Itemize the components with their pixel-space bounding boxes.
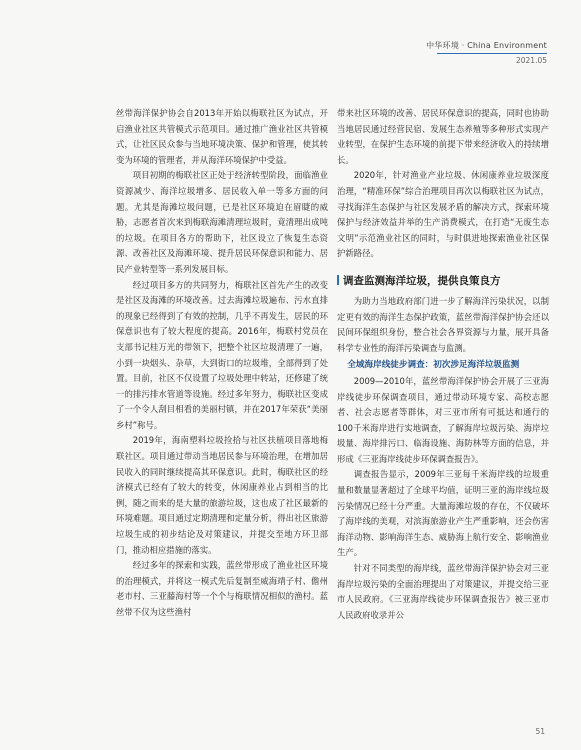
publication-title: 中华环境 · China Environment [426,41,547,50]
page-number: 51 [535,727,545,736]
header-rule [437,53,547,54]
heading-accent-bar [337,275,339,285]
paragraph: 2019年，海南塑料垃圾捡拾与社区扶植项目落地梅联社区。项目通过带动当地居民参与环境治理，在增加居民收入的同时继续提高其环保意识。此时，梅联社区的经济模式已经有了较大的转变，休闲康养业占到相当的比例，随之而来的是大量的旅游垃圾，这也成了社区最新的环境难题。项目通过定期清理和定量分析，得出社区旅游垃圾生成的初步结论及对策建议，并提交至地方环卫部门，推动相应措施的落实。 [116,435,328,555]
section-heading-text: 调查监测海洋垃圾，提供良策良方 [343,274,501,287]
paragraph: 带来社区环境的改善、居民环保意识的提高，同时也协助当地居民通过经营民宿、发展生态养殖等多种形式实现产业转型，在保护生态环境的前提下带来经济收入的持续增长。 [337,108,549,165]
paragraph: 项目初期的梅联社区正处于经济转型阶段，面临渔业资源减少、海洋垃圾增多、居民收入单一等多方面的问题。尤其是海滩垃圾问题，已是社区环境迫在眉睫的威胁，志愿者首次来到梅联海滩清理垃圾时，竟清理出成吨的垃圾。在项目各方的帮助下，社区设立了恢复生态资源、改善社区及海滩环境、提升居民环保意识和能力、居民产业转型等一系列发展目标。 [116,170,328,274]
paragraph: 丝带海洋保护协会自2013年开始以梅联社区为试点，开启渔业社区共管模式示范项目。通过推广渔业社区共管模式，让社区民众参与当地环境决策、保护和管理，使其转变为环境的管理者，并从海洋环境保护中受益。 [116,108,328,165]
paragraph: 经过项目多方的共同努力，梅联社区首先产生的改变是社区及海滩的环境改善。过去海滩垃圾遍布、污水直排的现象已经得到了有效的控制，几乎不再发生，居民的环保意识也有了较大程度的提高。2016年，梅联村党员在支部书记桂万光的带领下，把整个社区垃圾清理了一遍，小到一块烟头、杂草，大到街口的垃圾堆，全部得到了处置。目前，社区不仅设置了垃圾处理中转站，还修建了统一的排污排水管道等设施。经过多年努力，梅联社区变成了一个令人刮目相看的美丽村镇，并在2017年荣获“美丽乡村”称号。 [116,279,328,430]
paragraph: 针对不同类型的海岸线，蓝丝带海洋保护协会对三亚海岸垃圾污染的全面治理提出了对策建议，并提交给三亚市人民政府。《三亚海岸线徒步环保调查报告》被三亚市人民政府收录并公 [337,563,549,620]
paragraph: 调查报告显示，2009年三亚每千米海岸线的垃圾重量和数量显著超过了全球平均值，证明三亚的海岸线垃圾污染情况已经十分严重。大量海滩垃圾的存在，不仅破坏了海岸线的美观，对滨海旅游业产生严重影响，还会伤害海洋动物、影响海洋生态、威胁海上航行安全、影响渔业生产。 [337,469,549,558]
paragraph: 经过多年的探索和实践，蓝丝带形成了渔业社区环境的治理模式，并将这一模式先后复制至威海靖子村、儋州老市村、三亚藤海村等一个个与梅联情况相似的渔村。蓝丝带不仅为这些渔村 [116,560,328,617]
left-column [116,106,328,621]
paragraph: 2020年，针对渔业产业垃圾、休闲康养业垃圾深度治理，“精准环保”综合治理项目再次以梅联社区为试点，寻找海洋生态保护与社区发展矛盾的解决方式，探索环境保护与经济效益并举的生产消费模式，在打造“无废生态文明”示范渔业社区的同时，与时俱进地探索渔业社区保护新路径。 [337,170,549,259]
page-header [426,40,547,65]
paragraph: 2009—2010年，蓝丝带海洋保护协会开展了三亚海岸线徒步环保调查项目，通过带动环境专家、高校志愿者、社会志愿者等群体，对三亚市所有可抵达和通行的100千米海岸进行实地调查，了解海岸垃圾污染、海岸垃圾量、海岸排污口、临海设施、海防林等方面的信息，并形成《三亚海岸线徒步环保调查报告》。 [337,375,549,464]
right-column [337,106,549,623]
section-heading [337,274,549,288]
issue-date: 2021.05 [515,56,547,65]
paragraph: 为助力当地政府部门进一步了解海洋污染状况，以制定更有效的海洋生态保护政策，蓝丝带海洋保护协会还以民间环保组织身份，整合社会各界资源与力量，展开具备科学专业性的海洋污染调查与监测。 [337,295,549,353]
sub-heading: 全域海岸线徒步调查：初次涉足海洋垃圾监测 [347,360,520,371]
